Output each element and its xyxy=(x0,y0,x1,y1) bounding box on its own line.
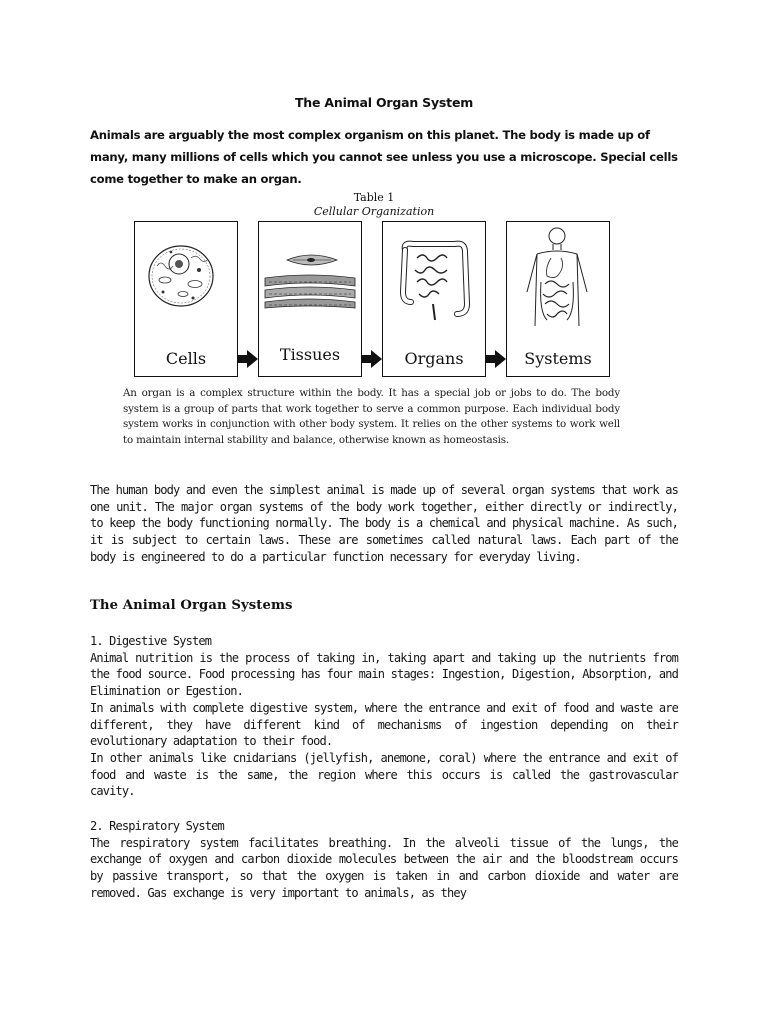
right-arrow-icon xyxy=(485,350,507,368)
section-heading: The Animal Organ Systems xyxy=(90,598,293,613)
digestive-paragraph-3: In other animals like cnidarians (jellyfish, anemone, coral) where the entrance and exit of food and waste is the same, the region where this occurs is called the gastrovascular cavity. xyxy=(90,750,678,799)
stage-box-systems xyxy=(506,221,610,377)
table-label: Table 1 xyxy=(353,191,395,204)
right-arrow-icon xyxy=(237,350,259,368)
stage-label-organs: Organs xyxy=(404,349,464,368)
digestive-heading: 1. Digestive System xyxy=(90,634,212,648)
table-caption xyxy=(0,191,748,219)
figure-caption: An organ is a complex structure within the body. It has a special job or jobs to do. The body system is a group of parts that work together to serve a common purpose. Each individual body system works in conjunction with other body system. It relies on the other systems to work well to maintain internal stability and balance, otherwise known as homeostasis. xyxy=(123,387,620,446)
stage-box-tissues xyxy=(258,221,362,377)
respiratory-paragraph-1: The respiratory system facilitates breathing. In the alveoli tissue of the lungs, the exchange of oxygen and carbon dioxide molecules between the air and the bloodstream occurs by passive transport, so that the oxygen is taken in and carbon dioxide and water are removed. Gas exchange is very important to animals, as they xyxy=(90,835,678,900)
respiratory-system-section xyxy=(90,818,678,902)
digestive-paragraph-1: Animal nutrition is the process of taking in, taking apart and taking up the nutrients from the food source. Food processing has four main stages: Ingestion, Digestion, Absorption, and Elimination or Egestion. xyxy=(90,650,678,699)
stage-label-cells: Cells xyxy=(165,349,207,368)
stage-box-cells xyxy=(134,221,238,377)
right-arrow-icon xyxy=(361,350,383,368)
human-body-illustration xyxy=(507,222,609,334)
cell-illustration xyxy=(135,222,237,332)
body-paragraph-1 xyxy=(90,482,678,566)
digestive-paragraph-2: In animals with complete digestive system, where the entrance and exit of food and waste are different, they have different kind of mechanisms of ingestion depending on their evolutionary adaptation to their food. xyxy=(90,700,678,749)
stage-box-organs xyxy=(382,221,486,377)
page-title: The Animal Organ System xyxy=(294,95,474,110)
cellular-organization-figure xyxy=(134,221,614,377)
stage-label-systems: Systems xyxy=(524,349,592,368)
intestine-illustration xyxy=(383,222,485,332)
respiratory-heading: 2. Respiratory System xyxy=(90,819,224,833)
organ-systems-intro-text: The human body and even the simplest animal is made up of several organ systems that work as one unit. The major organ systems of the body work together, either directly or indirectly, to keep the body functioning normally. The body is a chemical and physical machine. As such, it is subject to certain laws. These are sometimes called natural laws. Each part of the body is engineered to do a particular function necessary for everyday living. xyxy=(90,483,678,564)
tissue-illustration xyxy=(259,222,361,332)
table-subtitle: Cellular Organization xyxy=(313,205,435,218)
intro-paragraph: Animals are arguably the most complex organism on this planet. The body is made up of many, many millions of cells which you cannot see unless you use a microscope. Special cells come together to make an organ. xyxy=(90,128,678,186)
stage-label-tissues: Tissues xyxy=(279,345,341,364)
digestive-system-section xyxy=(90,633,678,800)
